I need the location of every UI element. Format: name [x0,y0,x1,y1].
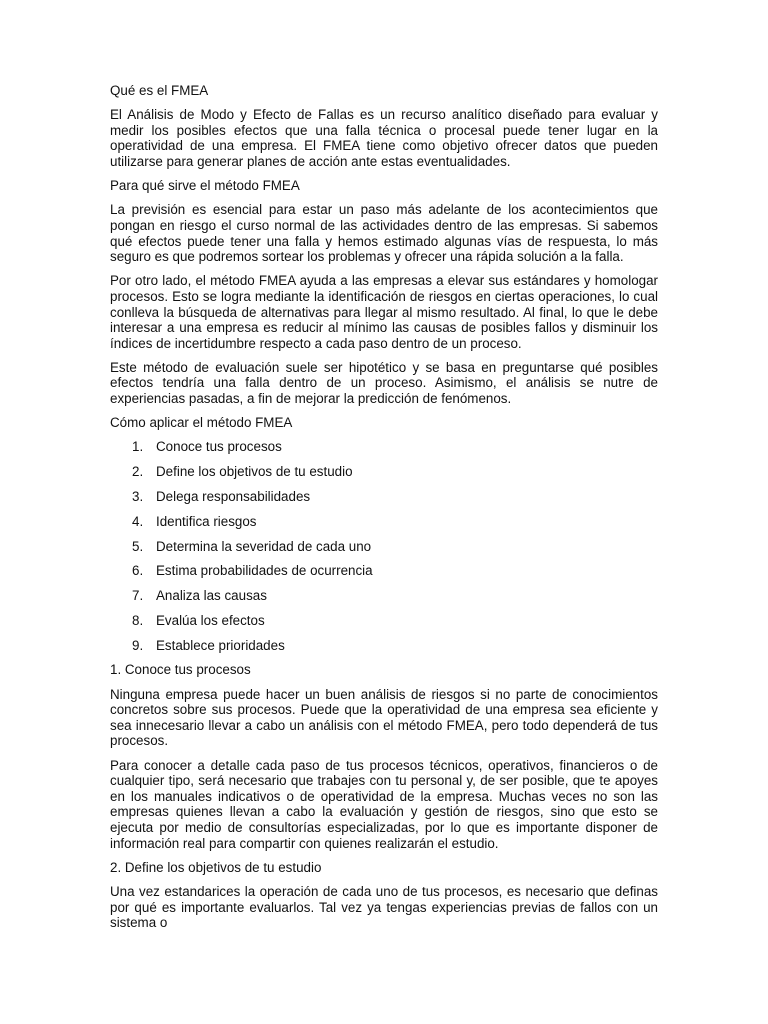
paragraph-ninguna-empresa: Ninguna empresa puede hacer un buen análisis de riesgos si no parte de conocimientos concretos sobre sus procesos. Puede que la operatividad de una empresa sea eficiente y sea innecesario llevar a cabo un análisis con el método FMEA, pero todo dependerá de tus procesos. [110,686,658,749]
list-item [110,489,658,505]
list-item-text: Estima probabilidades de ocurrencia [156,563,373,579]
list-item [110,563,658,579]
list-item-text: Identifica riesgos [156,513,257,529]
list-item-text: Establece prioridades [156,637,285,653]
list-item-number: 7. [132,588,144,604]
list-item-number: 3. [132,489,144,504]
section-heading-define-objetivos: 2. Define los objetivos de tu estudio [110,859,322,875]
list-item-number: 6. [132,563,144,579]
paragraph-una-vez: Una vez estandarices la operación de cada uno de tus procesos, es necesario que definas por qué es importante evaluarlos. Tal vez ya tengas experiencias previas de fallos con un sistema o [110,883,658,931]
list-item-number: 1. [132,439,144,455]
paragraph-definicion: El Análisis de Modo y Efecto de Fallas es un recurso analítico diseñado para evaluar y medir los posibles efectos que una falla técnica o procesal puede tener lugar en la operatividad de una empresa. El FMEA tiene como objetivo ofrecer datos que pueden utilizarse para generar planes de acción ante estas eventualidades. [110,107,658,169]
list-item-text: Define los objetivos de tu estudio [156,464,353,480]
list-item [110,638,658,654]
list-item [110,588,658,604]
list-item-text: Analiza las causas [156,588,267,604]
list-item-number: 9. [132,637,144,653]
list-item [110,539,658,555]
list-item-text: Evalúa los efectos [156,612,265,628]
paragraph-hipotetico: Este método de evaluación suele ser hipotético y se basa en preguntarse qué posibles efectos tendría una falla dentro de un proceso. Asimismo, el análisis se nutre de experiencias pasadas, a fin de mejorar la predicción de fenómenos. [110,359,658,407]
section-heading-que-es: Qué es el FMEA [110,83,209,98]
section-heading-para-que-sirve: Para qué sirve el método FMEA [110,178,300,194]
section-heading-como-aplicar: Cómo aplicar el método FMEA [110,415,293,431]
steps-list [110,439,658,653]
paragraph-por-otro-lado: Por otro lado, el método FMEA ayuda a las empresas a elevar sus estándares y homologar procesos. Esto se logra mediante la identificación de riesgos en ciertas operaciones, lo cual conlleva la búsqueda de alternativas para llegar al mismo resultado. Al final, lo que le debe interesar a una empresa es reducir al mínimo las causas de posibles fallos y disminuir los índices de incertidumbre respecto a cada paso dentro de un proceso. [110,273,658,351]
list-item-text: Conoce tus procesos [156,439,282,455]
list-item-number: 4. [132,513,144,529]
list-item-text: Determina la severidad de cada uno [156,538,372,554]
list-item [110,464,658,480]
section-heading-conoce-procesos: 1. Conoce tus procesos [110,662,251,678]
list-item-text: Delega responsabilidades [156,489,311,504]
list-item [110,613,658,629]
list-item [110,514,658,530]
list-item [110,439,658,455]
paragraph-para-conocer: Para conocer a detalle cada paso de tus procesos técnicos, operativos, financieros o de cualquier tipo, será necesario que trabajes con tu personal y, de ser posible, que te apoyes en los manuales indicativos o de operatividad de la empresa. Muchas veces no son las empresas quienes llevan a cabo la evaluación y gestión de riesgos, sino que esto se ejecuta por medio de consultorías especializadas, por lo que es importante disponer de información real para compartir con quienes realizarán el estudio. [110,757,658,851]
list-item-number: 2. [132,464,144,480]
paragraph-prevision: La previsión es esencial para estar un paso más adelante de los acontecimientos que pongan en riesgo el curso normal de las actividades dentro de las empresas. Si sabemos qué efectos puede tener una falla y hemos estimado algunas vías de respuesta, lo más seguro es que podremos sortear los problemas y ofrecer una rápida solución a la falla. [110,202,658,265]
list-item-number: 8. [132,612,144,628]
list-item-number: 5. [132,538,144,554]
document-page [110,83,658,939]
